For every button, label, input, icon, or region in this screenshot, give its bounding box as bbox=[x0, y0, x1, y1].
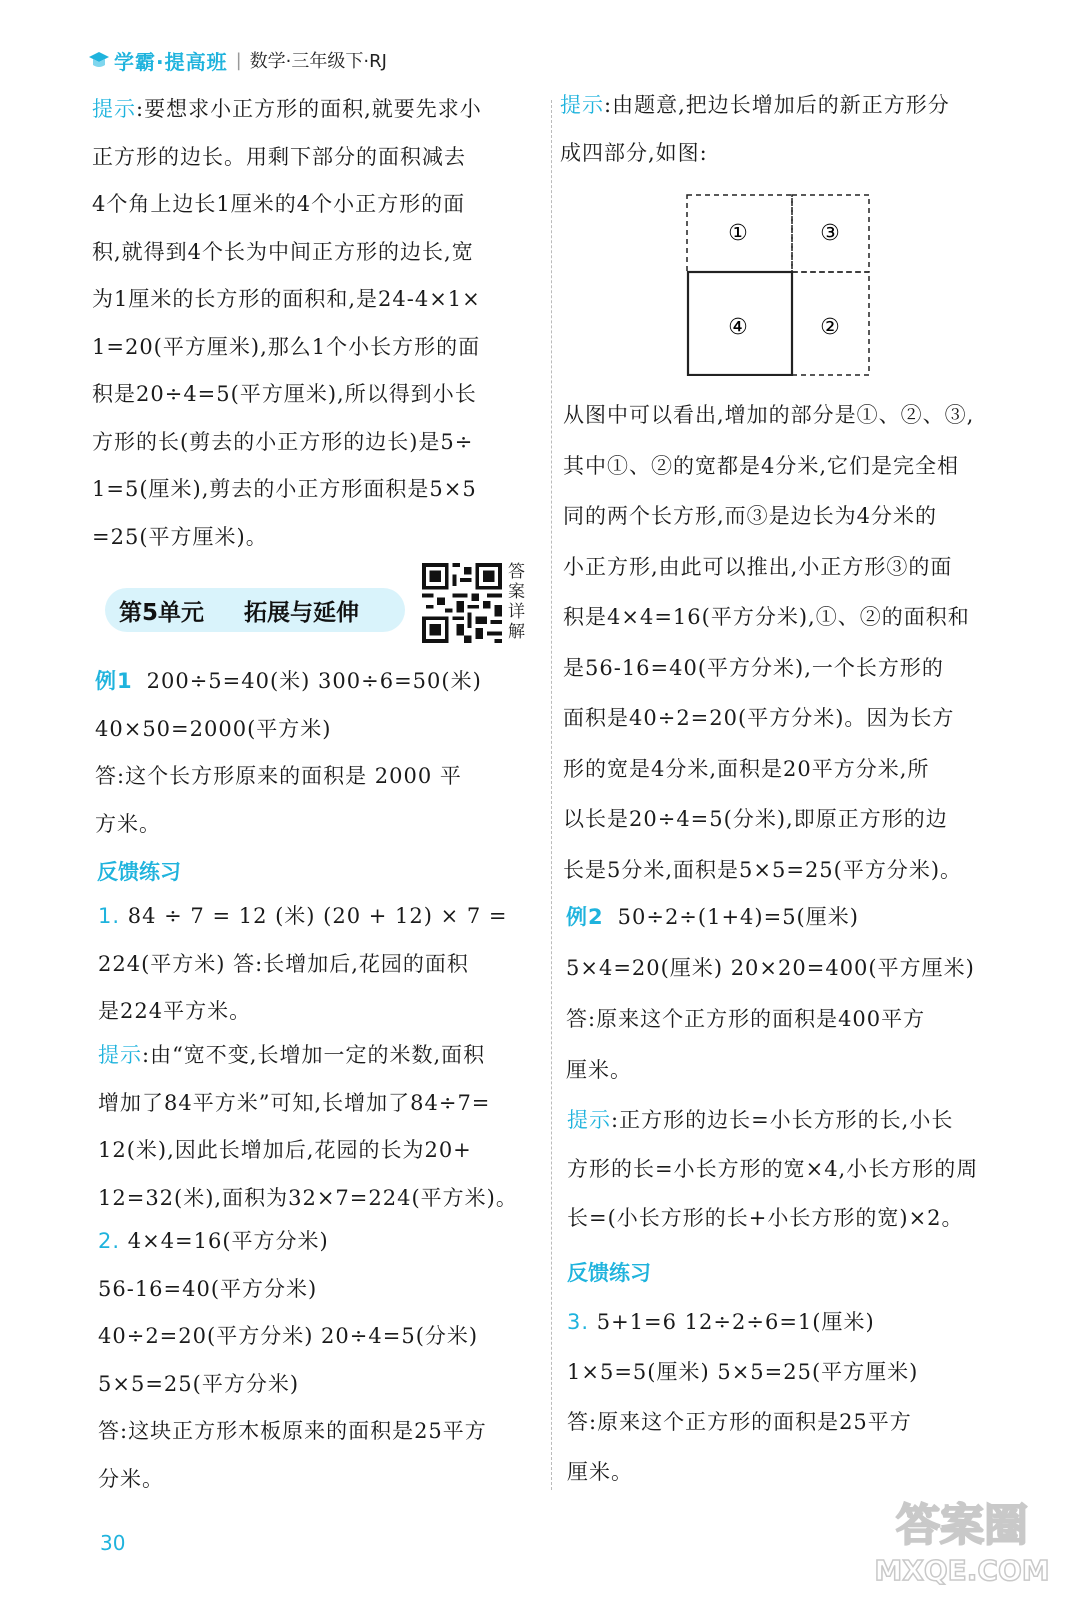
explanation-line: 面积是40÷2=20(平方分米)。因为长方 bbox=[563, 706, 955, 730]
example-line: 厘米。 bbox=[566, 1058, 632, 1082]
explanation-line: 积是4×4=16(平方分米),①、②的面积和 bbox=[563, 605, 970, 629]
hint-line: 成四部分,如图: bbox=[560, 140, 708, 165]
hint-line: 为1厘米的长方形的面积和,是24-4×1× bbox=[92, 287, 481, 311]
practice-line: 84 ÷ 7 = 12 (米) (20 + 12) × 7 = bbox=[127, 904, 508, 928]
example-line: 50÷2÷(1+4)=5(厘米) bbox=[617, 905, 859, 929]
example-line: 40×50=2000(平方米) bbox=[95, 716, 332, 741]
right-explanation-block bbox=[563, 390, 974, 895]
qr-caption: 答案详解 bbox=[508, 562, 525, 642]
practice-line: 是224平方米。 bbox=[98, 999, 252, 1023]
explanation-line: 形的宽是4分米,面积是20平方分米,所 bbox=[563, 756, 930, 781]
example-line: 200÷5=40(米) 300÷6=50(米) bbox=[146, 669, 482, 693]
practice-1-block bbox=[98, 893, 508, 1036]
hint-line: 积,就得到4个长为中间正方形的边长,宽 bbox=[92, 239, 474, 264]
practice-line: 4×4=16(平方分米) bbox=[127, 1229, 329, 1253]
diagram-label-3: ③ bbox=[820, 221, 840, 246]
practice-line: 56-16=40(平方分米) bbox=[98, 1276, 318, 1301]
practice-line: 答:这块正方形木板原来的面积是25平方 bbox=[98, 1419, 487, 1443]
hint-line: 正方形的边长。用剩下部分的面积减去 bbox=[92, 144, 466, 169]
unit-number: 第5单元 bbox=[119, 599, 205, 626]
practice-3-block bbox=[567, 1297, 918, 1497]
left-hint-block bbox=[92, 86, 482, 561]
practice-2-block bbox=[98, 1218, 487, 1503]
hint-line: 1=5(厘米),剪去的小正方形面积是5×5 bbox=[92, 477, 477, 501]
hint-line: :由题意,把边长增加后的新正方形分 bbox=[604, 93, 950, 117]
explanation-line: 长是5分米,面积是5×5=25(平方分米)。 bbox=[563, 857, 963, 882]
feedback-heading-left: 反馈练习 bbox=[97, 860, 181, 884]
example-line: 5×4=20(厘米) 20×20=400(平方厘米) bbox=[566, 956, 975, 980]
diagram-label-1: ① bbox=[728, 221, 748, 246]
practice-line: 答:原来这个正方形的面积是25平方 bbox=[567, 1410, 912, 1434]
example-line: 答:这个长方形原来的面积是 2000 平 bbox=[95, 764, 462, 788]
practice-line: 厘米。 bbox=[567, 1460, 633, 1484]
watermark-bottom: MXQE.COM bbox=[874, 1554, 1050, 1587]
example-line: 答:原来这个正方形的面积是400平方 bbox=[566, 1007, 926, 1031]
explanation-line: 以长是20÷4=5(分米),即原正方形的边 bbox=[563, 807, 948, 831]
example-label: 例1 bbox=[95, 669, 133, 693]
hint-line: :由“宽不变,长增加一定的米数,面积 bbox=[142, 1043, 486, 1067]
hint-line: 长=(小长方形的长+小长方形的宽)×2。 bbox=[567, 1206, 964, 1230]
practice-line: 40÷2=20(平方分米) 20÷4=5(分米) bbox=[98, 1324, 479, 1348]
book-subject: 数学·三年级下·RJ bbox=[249, 51, 387, 72]
watermark-logo bbox=[872, 1488, 1052, 1588]
explanation-line: 是56-16=40(平方分米),一个长方形的 bbox=[563, 655, 944, 680]
practice-number: 3. bbox=[567, 1310, 590, 1334]
hint-line: =25(平方厘米)。 bbox=[92, 524, 268, 549]
page-number: 30 bbox=[100, 1531, 126, 1555]
hint-line: 积是20÷4=5(平方厘米),所以得到小长 bbox=[92, 382, 477, 406]
example-1-block bbox=[95, 658, 482, 848]
practice-line: 224(平方米) 答:长增加后,花园的面积 bbox=[98, 951, 469, 976]
explanation-line: 同的两个长方形,而③是边长为4分米的 bbox=[563, 504, 938, 528]
practice-line: 5+1=6 12÷2÷6=1(厘米) bbox=[596, 1310, 875, 1334]
practice-number: 1. bbox=[98, 904, 121, 928]
feedback-heading-right: 反馈练习 bbox=[567, 1261, 651, 1285]
example-2-hint-block bbox=[567, 1096, 978, 1243]
diagram-label-4: ④ bbox=[728, 315, 748, 340]
example-line: 方米。 bbox=[95, 811, 161, 836]
square-split-diagram bbox=[686, 194, 870, 376]
hint-line: 12(米),因此长增加后,花园的长为20+ bbox=[98, 1138, 472, 1162]
qr-code-icon[interactable] bbox=[422, 563, 502, 643]
explanation-line: 从图中可以看出,增加的部分是①、②、③, bbox=[563, 403, 975, 427]
hint-line: 方形的长(剪去的小正方形的边长)是5÷ bbox=[92, 429, 474, 454]
hint-line: 1=20(平方厘米),那么1个小长方形的面 bbox=[92, 334, 481, 359]
explanation-line: 小正方形,由此可以推出,小正方形③的面 bbox=[563, 554, 953, 579]
column-divider bbox=[551, 100, 552, 1490]
diagram-label-2: ② bbox=[820, 315, 840, 340]
unit-title: 拓展与延伸 bbox=[244, 599, 360, 626]
hint-line: :正方形的边长=小长方形的长,小长 bbox=[611, 1108, 954, 1132]
watermark-top: 答案圈 bbox=[896, 1500, 1028, 1551]
example-label: 例2 bbox=[566, 905, 604, 929]
hint-line: 4个角上边长1厘米的4个小正方形的面 bbox=[92, 192, 466, 216]
explanation-line: 其中①、②的宽都是4分米,它们是完全相 bbox=[563, 453, 960, 478]
practice-1-hint-block bbox=[98, 1032, 518, 1222]
running-header bbox=[88, 42, 387, 78]
right-hint-block bbox=[560, 82, 950, 177]
example-2-block bbox=[566, 892, 975, 1096]
unit-banner bbox=[105, 588, 405, 632]
graduation-cap-icon bbox=[88, 49, 110, 71]
hint-line: 方形的长=小长方形的宽×4,小长方形的周 bbox=[567, 1157, 979, 1181]
hint-label: 提示 bbox=[98, 1043, 142, 1067]
hint-label: 提示 bbox=[92, 97, 136, 121]
practice-line: 5×5=25(平方分米) bbox=[98, 1371, 300, 1396]
hint-line: 增加了84平方米”可知,长增加了84÷7= bbox=[98, 1090, 491, 1115]
series-brand: 学霸·提高班 bbox=[114, 49, 228, 74]
hint-line: :要想求小正方形的面积,就要先求小 bbox=[136, 97, 482, 121]
practice-number: 2. bbox=[98, 1229, 121, 1253]
hint-line: 12=32(米),面积为32×7=224(平方米)。 bbox=[98, 1185, 518, 1210]
hint-label: 提示 bbox=[560, 93, 604, 117]
practice-line: 1×5=5(厘米) 5×5=25(平方厘米) bbox=[567, 1360, 919, 1384]
practice-line: 分米。 bbox=[98, 1466, 164, 1491]
hint-label: 提示 bbox=[567, 1108, 611, 1132]
header-separator: | bbox=[235, 49, 242, 71]
